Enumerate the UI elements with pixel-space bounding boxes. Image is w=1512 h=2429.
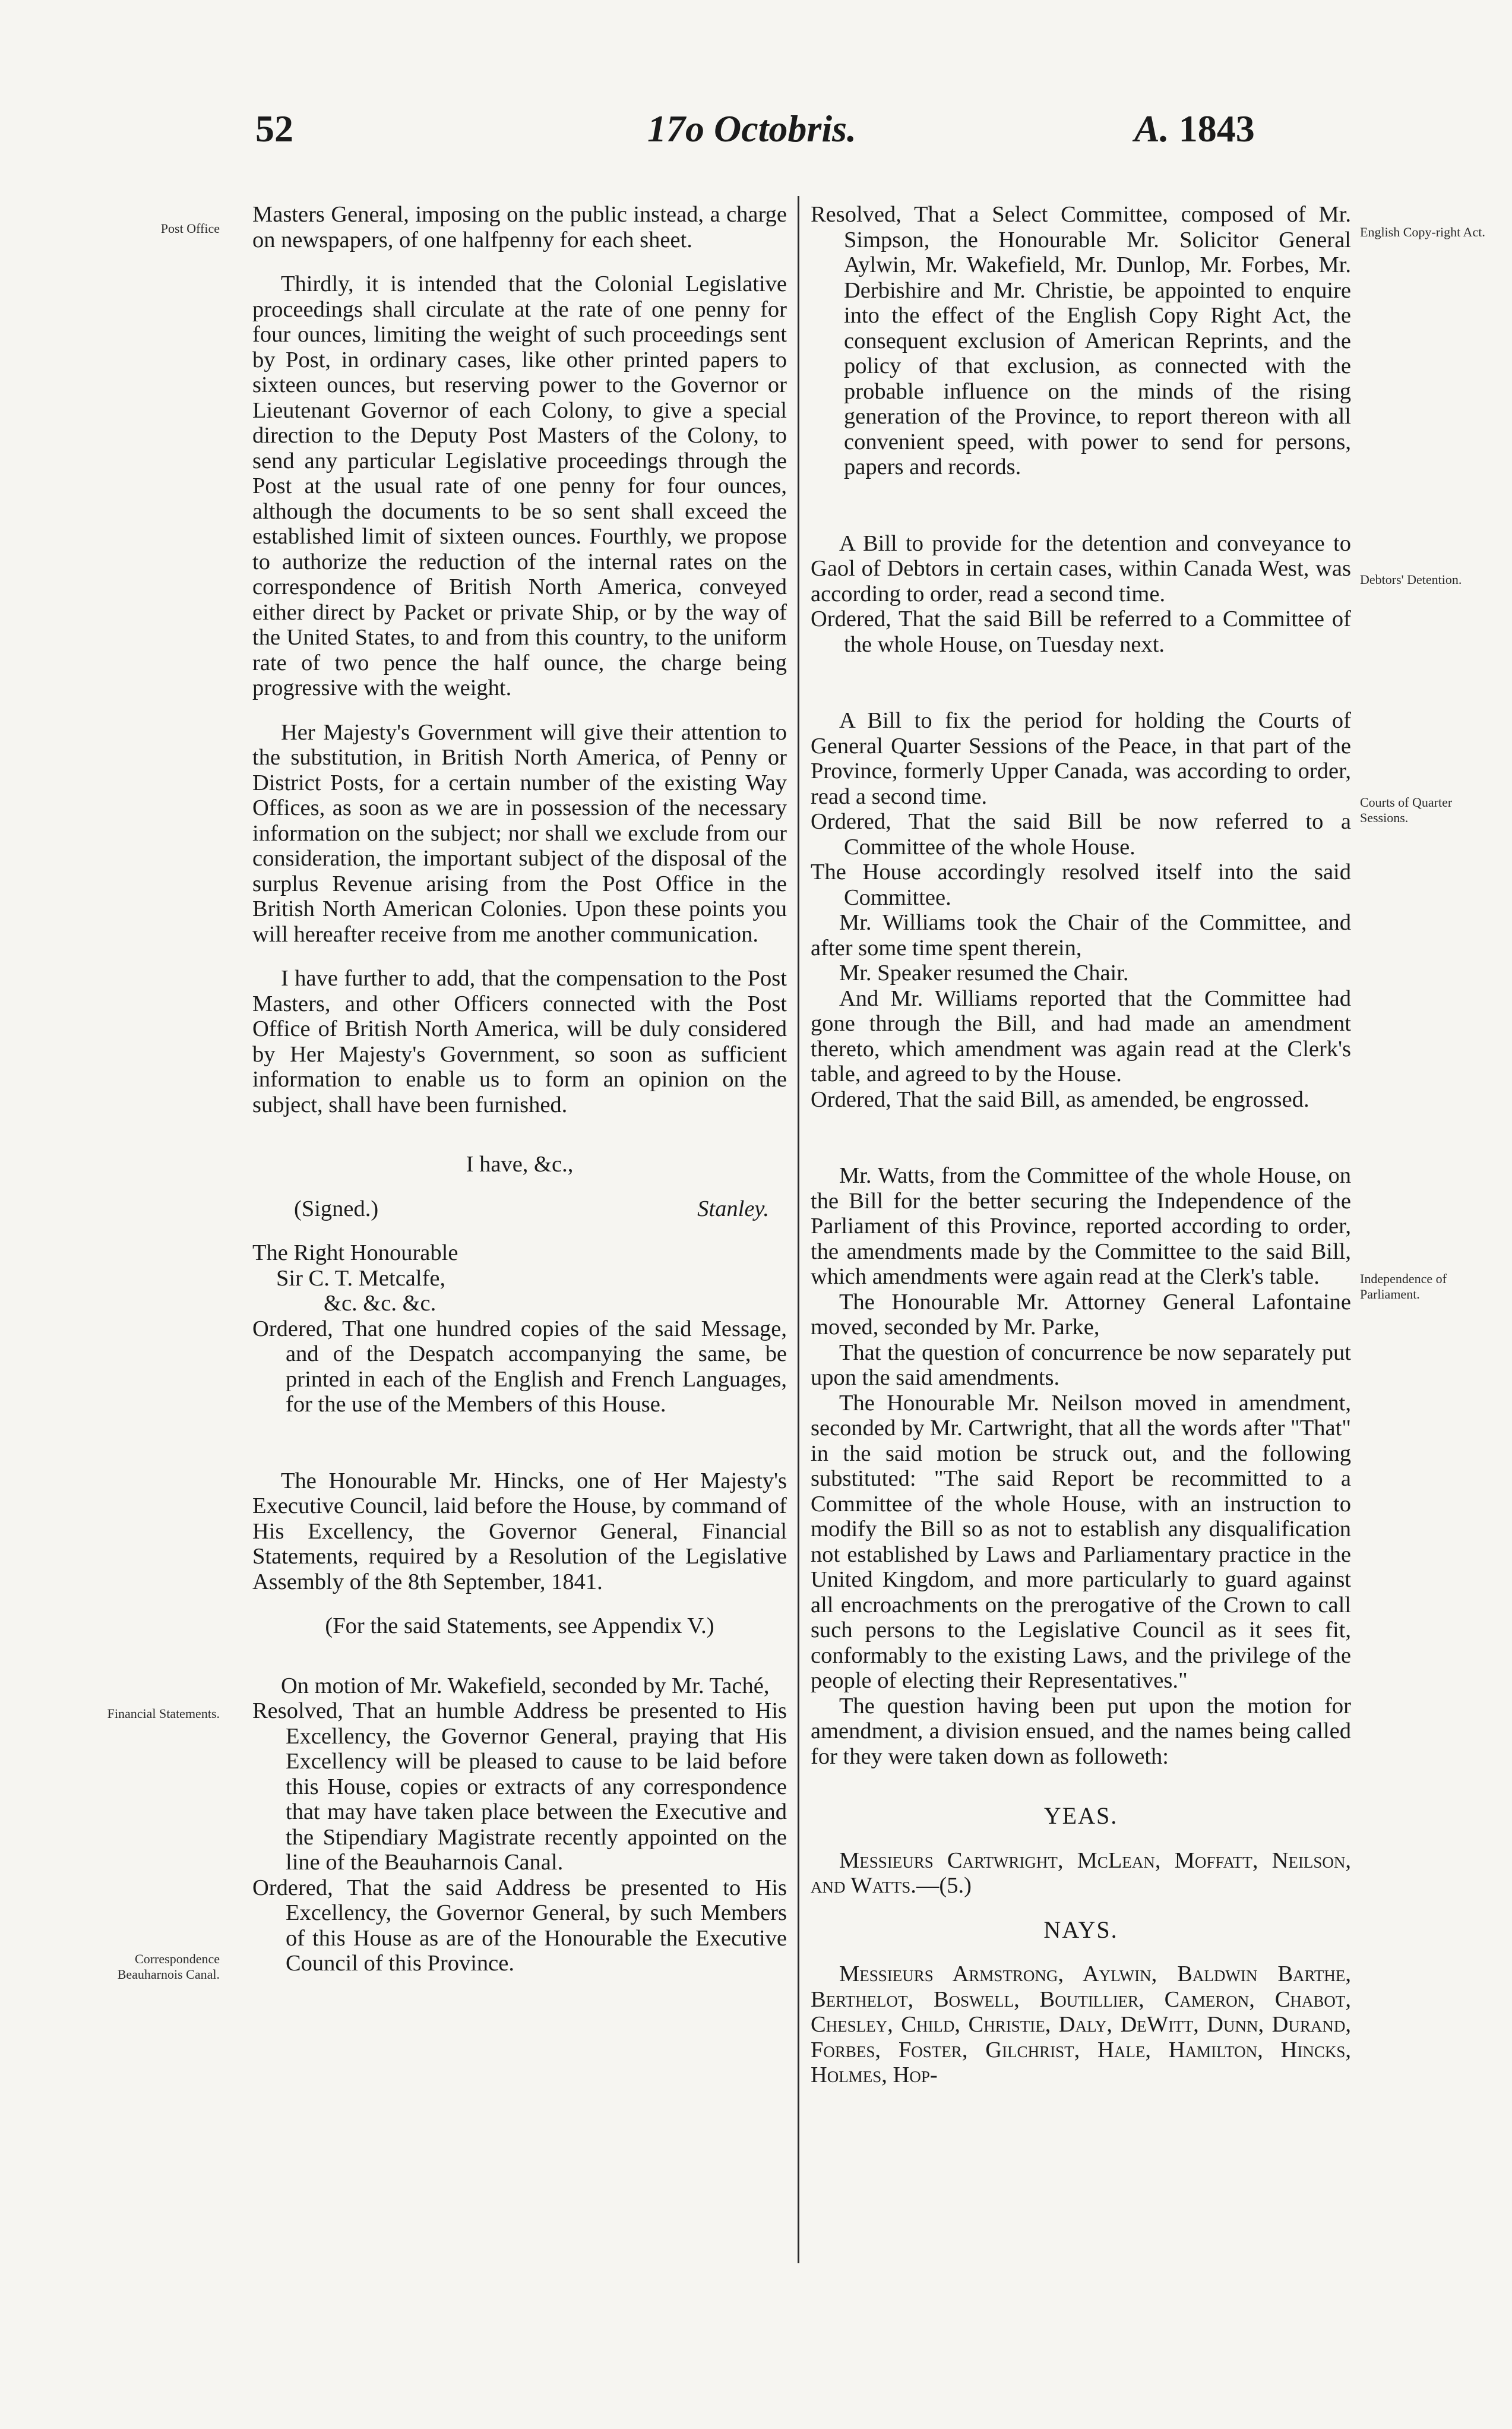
margin-note-post-office: Post Office	[160, 221, 220, 236]
motion-wakefield: On motion of Mr. Wakefield, seconded by Mr. Taché,	[281, 1673, 770, 1698]
nays-heading: NAYS.	[1043, 1916, 1118, 1943]
hincks-statement: The Honourable Mr. Hincks, one of Her Majesty's Executive Council, laid before the House, by command of His Excellency, the Governor General, Financial Statements, required by a Resolution of the Legislative Assembly of the 8th September, 1841.	[252, 1468, 787, 1594]
margin-note-financial-statements: Financial Statements.	[107, 1706, 220, 1721]
concurrence-motion: That the question of concurrence be now separately put upon the said amendments.	[811, 1340, 1351, 1390]
signer-name: Stanley.	[697, 1196, 769, 1221]
yeas-heading: YEAS.	[1043, 1802, 1118, 1829]
yeas-list: Messieurs Cartwright, McLean, Moffatt, Neilson, and Watts.—(5.)	[811, 1847, 1351, 1898]
bill-quarter-sessions-ordered: Ordered, That the said Bill be now referred to a Committee of the whole House.	[811, 809, 1351, 860]
margin-note-copyright: English Copy-right Act.	[1360, 225, 1485, 239]
year-heading	[1134, 107, 1255, 151]
column-divider	[798, 196, 799, 2263]
williams-chair: Mr. Williams took the Chair of the Committee, and after some time spent therein,	[811, 910, 1351, 961]
signed-label: (Signed.)	[294, 1196, 379, 1221]
page-header	[0, 107, 1512, 172]
division-note: The question having been put upon the motion for amendment, a division ensued, and the names being called for they were taken down as followeth:	[811, 1693, 1351, 1769]
speaker-resumed: Mr. Speaker resumed the Chair.	[839, 961, 1129, 986]
ordered-address: Ordered, That the said Address be presented to His Excellency, the Governor General, by such Members of this House as are of the Honourable the Executive Council of this Province.	[252, 1875, 787, 1976]
running-date-title: 17o Octobris.	[647, 108, 856, 150]
appendix-note: (For the said Statements, see Appendix V.)	[325, 1613, 714, 1638]
margin-note-quarter-sessions: Courts of Quarter Sessions.	[1360, 795, 1453, 825]
watts-report: Mr. Watts, from the Committee of the whole House, on the Bill for the better securing the Independence of the Parliament of this Province, reported according to order, the amendments made by the Committee to the said Bill, which amendments were again read at the Clerk's table.	[811, 1163, 1351, 1289]
bill-quarter-sessions: A Bill to fix the period for holding the Courts of General Quarter Sessions of the Peace, in that part of the Province, formerly Upper Canada, was according to order, read a second time.	[811, 708, 1351, 809]
paragraph-thirdly: Thirdly, it is intended that the Colonial Legislative proceedings shall circulate at the rate of one penny for four ounces, limiting the weight of such proceedings sent by Post, in ordinary cases, like other printed papers to sixteen ounces, but reserving power to the Governor or Lieutenant Governor of each Colony, to give a special direction to the Deputy Post Masters of the Colony, to send any particular Legislative proceedings through the Post at the usual rate of one penny for four ounces, although the documents to be so sent shall exceed the established limit of sixteen ounces. Fourthly, we propose to authorize the reduction of the internal rates on the correspondence of British North America, conveyed either direct by Packet or private Ship, or by the way of the United States, to and from this country, to the uniform rate of two pence the half ounce, the charge being progressive with the weight.	[252, 271, 787, 700]
resolved-address: Resolved, That an humble Address be presented to His Excellency, the Governor General, praying that His Excellency will be pleased to cause to be laid before this House, copies or extracts of any correspondence that may have taken place between the Executive and the Stipendiary Magistrate recently appointed on the line of the Beauharnois Canal.	[252, 1698, 787, 1875]
bill-debtors-ordered: Ordered, That the said Bill be referred to a Committee of the whole House, on Tuesday next.	[811, 607, 1351, 657]
year-prefix: A.	[1134, 108, 1169, 150]
neilson-amendment: The Honourable Mr. Neilson moved in amendment, seconded by Mr. Cartwright, that all the words after "That" in the said motion be struck out, and the following substituted: "The said Report be recommitted to a Committee of the whole House, with an instruction to modify the Bill so as not to establish any disqualification not established by Laws and Parliamentary practice in the United Kingdom, and more particularly to guard against all encroachments on the prerogative of the Crown to call such persons to the Legislative Council as it sees fit, conformably to the existing Laws, and the privilege of the people of electing their Representatives."	[811, 1390, 1351, 1693]
margin-note-independence: Independence of Parliament.	[1360, 1271, 1447, 1302]
address-line-1: The Right Honourable	[252, 1240, 458, 1265]
closing-i-have: I have, &c.,	[466, 1152, 574, 1177]
margin-note-debtors: Debtors' Detention.	[1360, 572, 1462, 587]
house-resolved: The House accordingly resolved itself into the said Committee.	[811, 860, 1351, 910]
left-column	[252, 202, 787, 1976]
nays-list: Messieurs Armstrong, Aylwin, Baldwin Barthe, Berthelot, Boswell, Boutillier, Cameron, Chabot, Chesley, Child, Christie, Daly, DeWitt, Dunn, Durand, Forbes, Foster, Gilchrist, Hale, Hamilton, Hincks, Holmes, Hop-	[811, 1961, 1351, 2087]
bill-engrossed: Ordered, That the said Bill, as amended, be engrossed.	[811, 1086, 1309, 1112]
address-line-2: Sir C. T. Metcalfe,	[276, 1265, 446, 1291]
ordered-copies: Ordered, That one hundred copies of the said Message, and of the Despatch accompanying the same, be printed in each of the English and French Languages, for the use of the Members of this House.	[252, 1316, 787, 1417]
bill-debtors: A Bill to provide for the detention and conveyance to Gaol of Debtors in certain cases, within Canada West, was according to order, read a second time.	[811, 530, 1351, 607]
address-line-3: &c. &c. &c.	[324, 1291, 436, 1316]
paragraph-compensation: I have further to add, that the compensation to the Post Masters, and other Officers connected with the Post Office of British North America, will be duly considered by Her Majesty's Government, so soon as sufficient information to enable us to form an opinion on the subject, shall have been furnished.	[252, 966, 787, 1117]
right-column	[811, 202, 1351, 2088]
paragraph-masters-general: Masters General, imposing on the public instead, a charge on newspapers, of one halfpenny for each sheet.	[252, 202, 787, 252]
page-number: 52	[255, 108, 293, 150]
paragraph-majesty-government: Her Majesty's Government will give their attention to the substitution, in British North America, of Penny or District Posts, for a certain number of the existing Way Offices, as soon as we are in possession of the necessary information on the subject; nor shall we exclude from our consideration, the important subject of the disposal of the surplus Revenue arising from the Post Office in the British North American Colonies. Upon these points you will hereafter receive from me another communication.	[252, 719, 787, 947]
resolved-select-committee: Resolved, That a Select Committee, composed of Mr. Simpson, the Honourable Mr. Solicitor General Aylwin, Mr. Wakefield, Mr. Dunlop, Mr. Forbes, Mr. Derbishire and Mr. Christie, be appointed to enquire into the effect of the English Copy Right Act, the consequent exclusion of American Reprints, and the policy of that exclusion, as connected with the probable influence on the minds of the rising generation of the Province, to report thereon with all convenient speed, with power to send for persons, papers and records.	[811, 202, 1351, 479]
year-number: 1843	[1178, 108, 1255, 150]
lafontaine-motion: The Honourable Mr. Attorney General Lafontaine moved, seconded by Mr. Parke,	[811, 1289, 1351, 1340]
signature-line	[252, 1196, 787, 1222]
williams-report: And Mr. Williams reported that the Committee had gone through the Bill, and had made an amendment thereto, which amendment was again read at the Clerk's table, and agreed to by the House.	[811, 986, 1351, 1086]
margin-note-beauharnois: Correspondence Beauharnois Canal.	[117, 1951, 220, 1982]
